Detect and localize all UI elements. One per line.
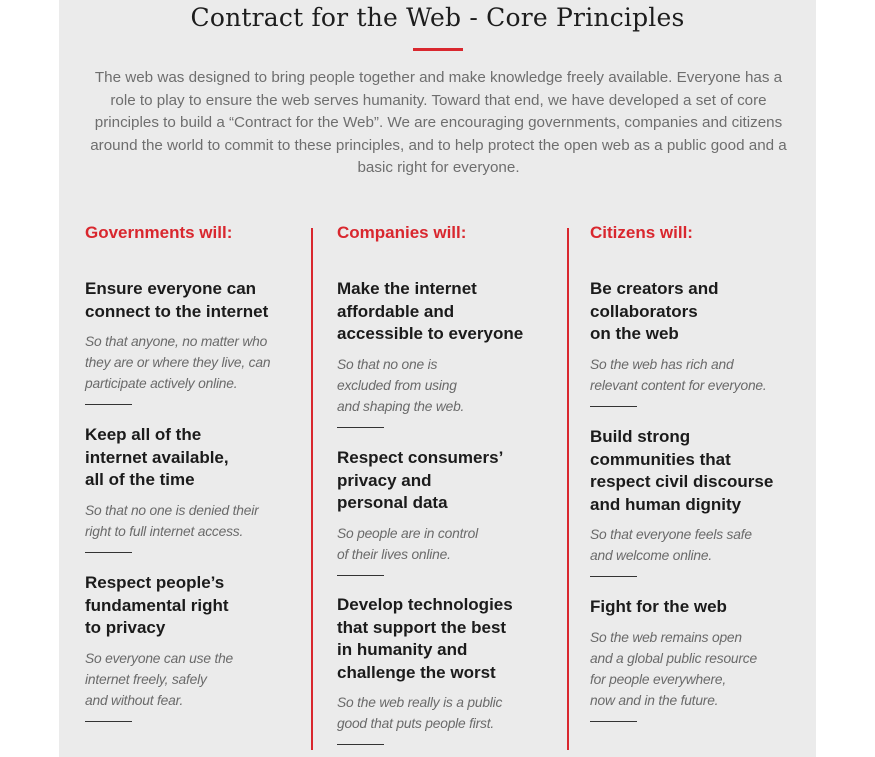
principle-heading: Develop technologies that support the best in humanity and challenge the worst [337, 595, 513, 682]
principle-item [590, 596, 757, 722]
principle-separator [590, 406, 637, 407]
principle-item [337, 278, 523, 428]
companies-column [337, 222, 552, 731]
principle-item [590, 426, 773, 577]
principle-description: So that anyone, no matter who they are or where they live, can participate actively online. [85, 334, 271, 391]
column-heading: Citizens will: [590, 223, 693, 242]
principle-description: So that everyone feels safe and welcome online. [590, 527, 752, 563]
principle-description: So everyone can use the internet freely, safely and without fear. [85, 650, 234, 708]
principle-heading: Ensure everyone can connect to the internet [85, 279, 269, 321]
principle-heading: Be creators and collaborators on the web [590, 279, 719, 343]
column-heading: Companies will: [337, 223, 467, 242]
principle-separator [590, 721, 637, 722]
principle-heading: Make the internet affordable and accessible to everyone [337, 279, 524, 343]
column-heading: Governments will: [85, 223, 233, 242]
principle-item [337, 447, 503, 576]
principle-separator [337, 744, 384, 745]
principle-item [85, 278, 270, 405]
principle-description: So the web has rich and relevant content for everyone. [590, 356, 767, 393]
principle-item [590, 278, 767, 407]
principle-separator [337, 575, 384, 576]
principle-item [85, 424, 259, 553]
principle-separator [85, 404, 132, 405]
principle-heading: Build strong communities that respect civil discourse and human dignity [590, 427, 774, 514]
column-divider-2 [567, 228, 569, 750]
intro-paragraph: The web was designed to bring people together and make knowledge freely available. Everyone has a role to play to ensure the web serves humanity. Toward that end, we have developed a set of core principles to build a “Contract for the Web”. We are encouraging governments, companies and citizens around the world to commit to these principles, and to help protect the open web as a public good and a basic right for everyone. [90, 69, 787, 176]
column-divider-1 [311, 228, 313, 750]
principle-description: So that no one is excluded from using and shaping the web. [337, 356, 465, 414]
principle-heading: Fight for the web [590, 597, 727, 616]
page-title: Contract for the Web - Core Principles [190, 3, 685, 32]
principle-heading: Respect consumers’ privacy and personal data [337, 448, 504, 512]
citizens-column [590, 222, 800, 708]
title-underline [413, 48, 463, 51]
principle-separator [85, 552, 132, 553]
principle-heading: Keep all of the internet available, all of the time [85, 425, 229, 489]
principle-description: So the web really is a public good that puts people first. [337, 695, 503, 731]
principle-description: So people are in control of their lives online. [337, 525, 478, 562]
principle-heading: Respect people’s fundamental right to privacy [85, 573, 229, 637]
principle-description: So that no one is denied their right to full internet access. [85, 502, 259, 539]
principle-item [337, 594, 513, 745]
principle-separator [337, 427, 384, 428]
principle-description: So the web remains open and a global public resource for people everywhere, now and in the future. [590, 629, 757, 708]
principle-separator [590, 576, 637, 577]
governments-column [85, 222, 300, 708]
principle-item [85, 572, 233, 722]
principle-separator [85, 721, 132, 722]
